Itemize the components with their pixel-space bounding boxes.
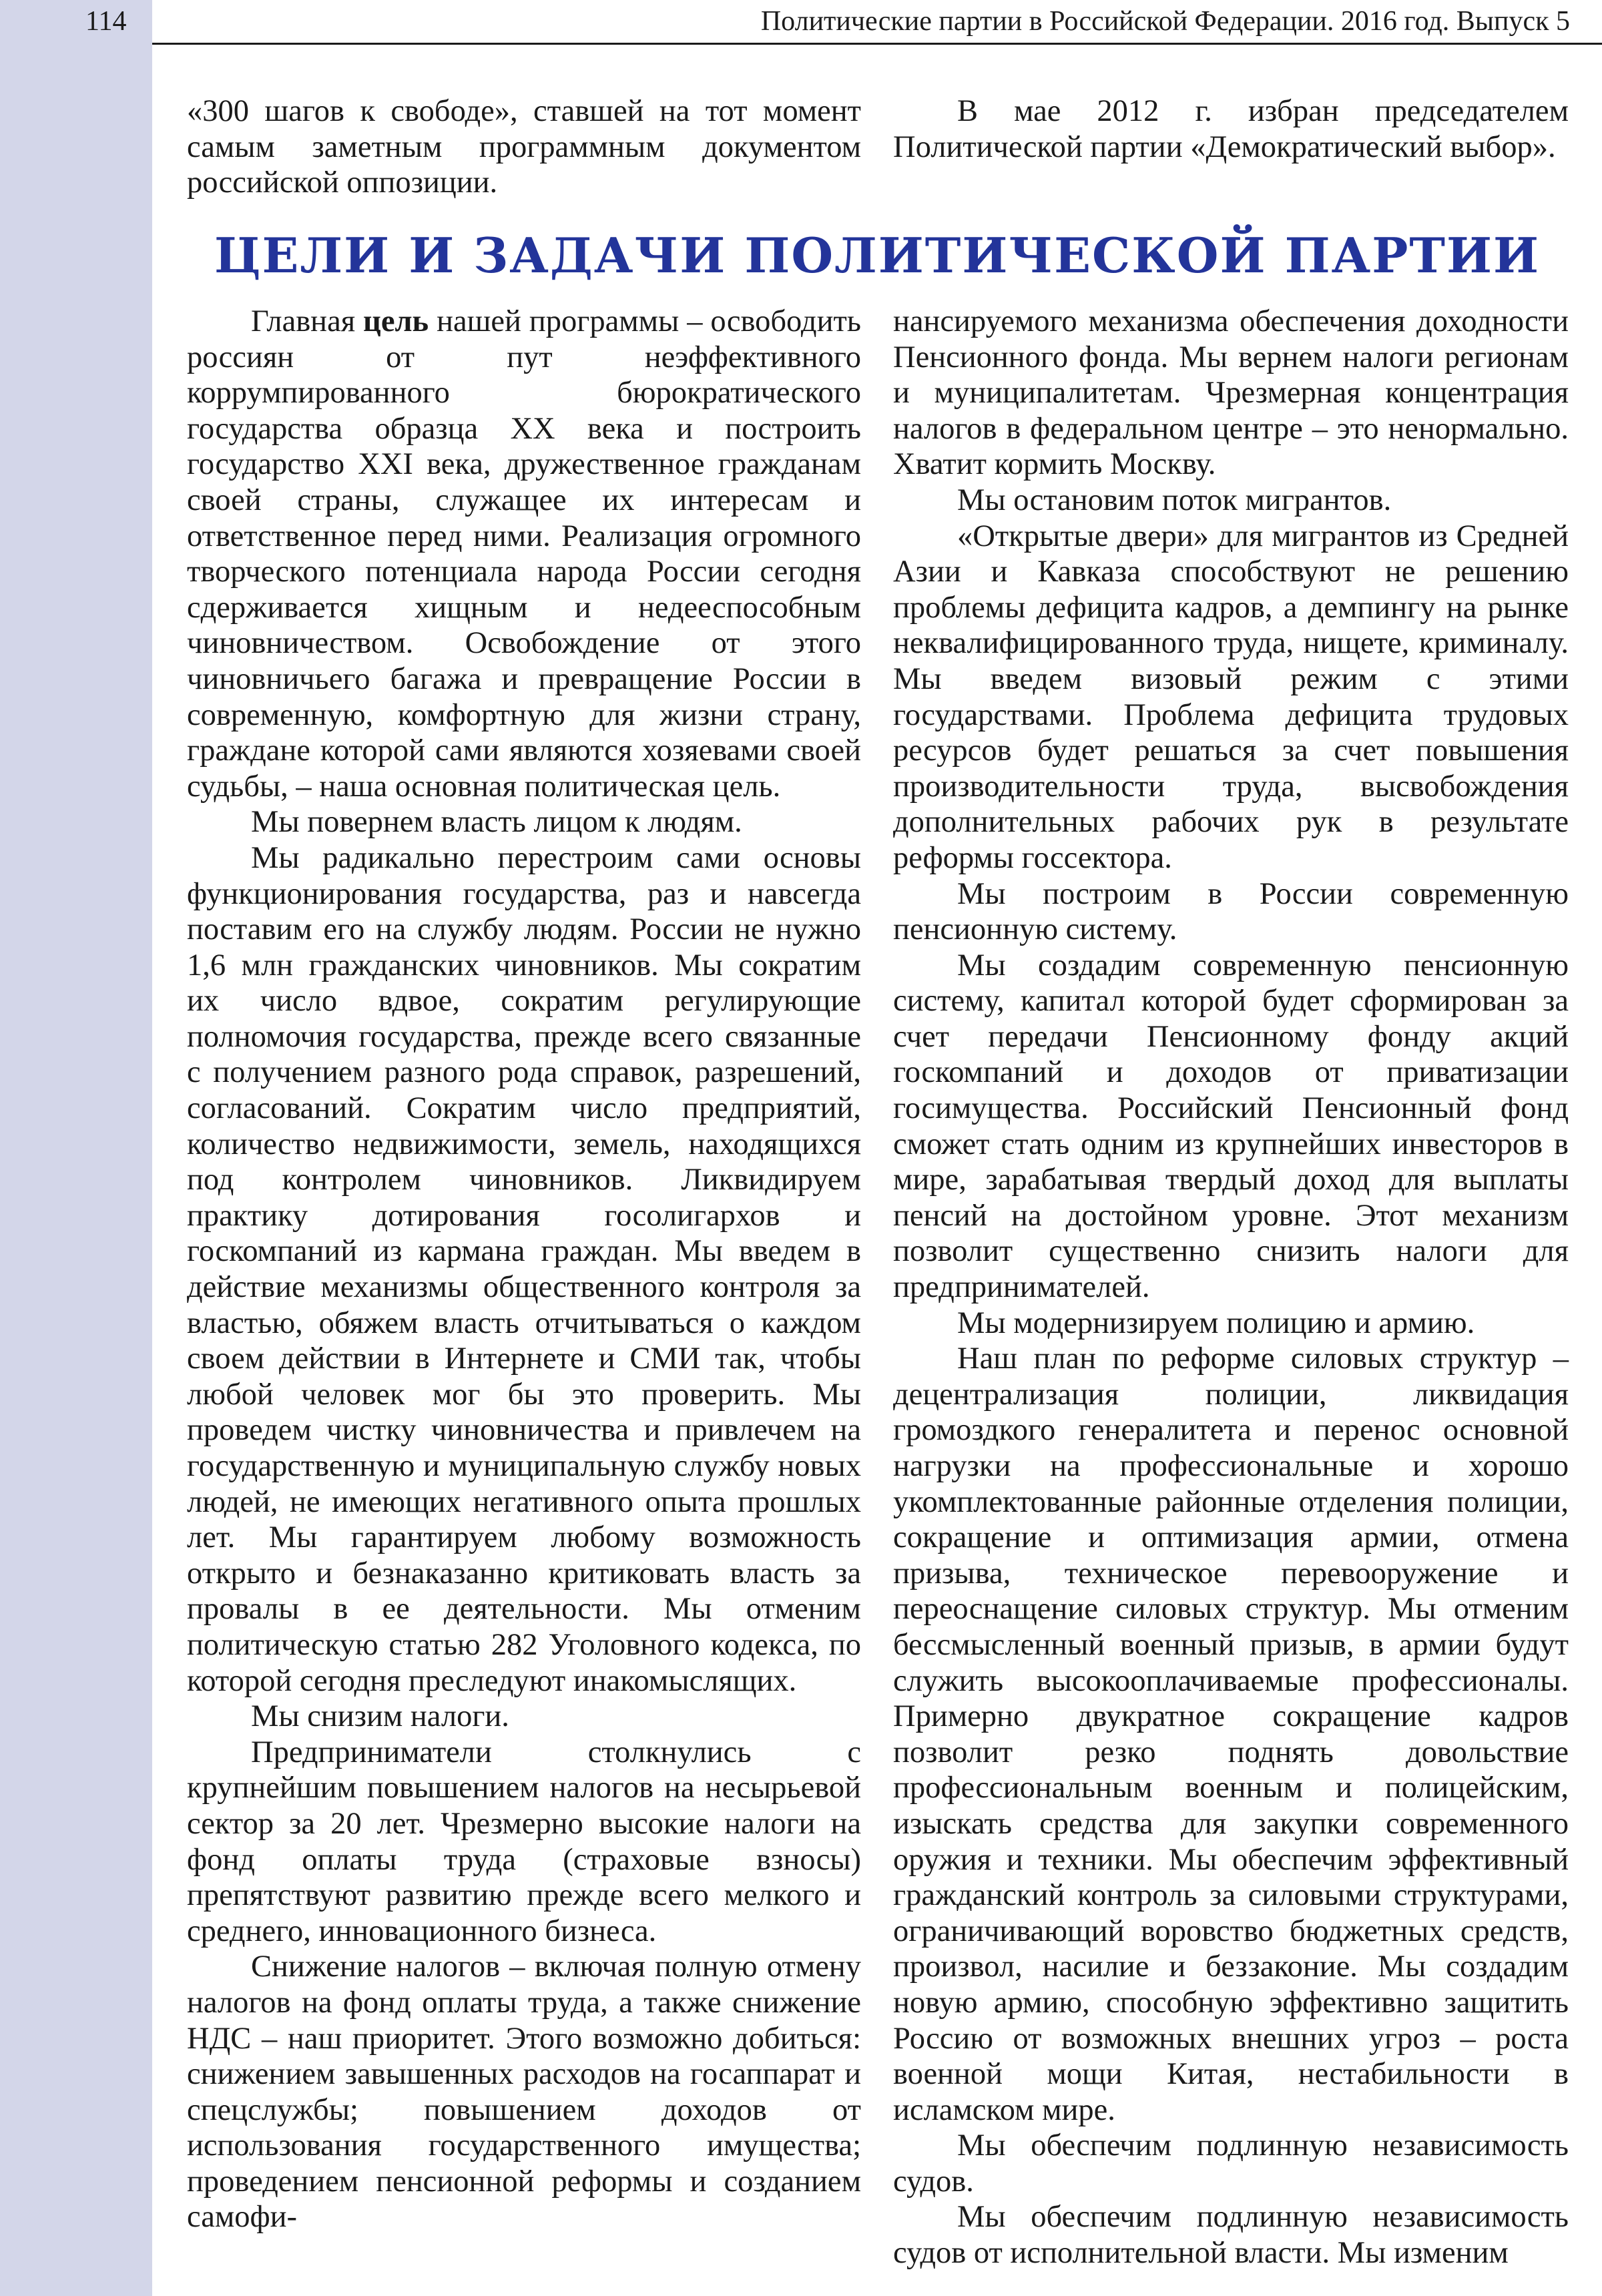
paragraph-lead: Мы повернем власть лицом к людям. <box>251 805 742 840</box>
page-header <box>0 0 1602 43</box>
intro-right-column <box>893 93 1569 165</box>
paragraph: Мы радикально перестроим сами основы функционирования государства, раз и навсегда поставим его на службу людям. России не нужно 1,6 млн гражданских чиновников. Мы сократим их число вдвое, сократим регулирующие полномочия государства, прежде всего связанные с получением разного рода справок, разрешений, согласований. Сократим число предприятий, количество недвижимости, земель, находящихся под контролем чиновников. Ликвидируем практику дотирования госолигархов и госкомпаний из кармана граждан. Мы введем в действие механизмы общественного контроля за властью, обяжем власть отчитываться о каждом своем действии в Интернете и СМИ так, чтобы любой человек мог бы это проверить. Мы проведем чистку чиновничества и привлечем на государственную и муниципальную службу новых людей, не имеющих негативного опыта прошлых лет. Мы гарантируем любому возможность открыто и безнаказанно критиковать власть за провалы в ее деятельности. Мы отменим политическую статью 282 Уголовного кодекса, по которой сегодня преследуют инакомыслящих. <box>187 840 861 1698</box>
bold-term: цель <box>363 304 429 338</box>
paragraph: Предприниматели столкнулись с крупнейшим повышением налогов на несырьевой сектор за 20 лет. Чрезмерно высокие налоги на фонд оплаты труда (страховые взносы) препятствуют развитию прежде всего мелкого и среднего, инновационного бизнеса. <box>187 1735 861 1948</box>
paragraph: Мы обеспечим подлинную независимость судов от исполнительной власти. Мы изменим <box>893 2200 1569 2271</box>
running-title: Политические партии в Российской Федерации. 2016 год. Выпуск 5 <box>760 6 1570 37</box>
paragraph <box>187 304 861 804</box>
paragraph-text: нашей программы – освободить россиян от пут неэффективного коррумпированного бюрократического государства образца XX века и построить государство XXI века, дружественное гражданам своей страны, служащее их интересам и ответственное перед ними. Реализация огромного творческого потенциала народа России сегодня сдерживается хищным и недееспособным чиновничеством. Освобождение от этого чиновничьего багажа и превращение России в современную, комфортную для жизни страну, граждане которой сами являются хозяевами своей судьбы, – наша основная политическая цель. <box>187 304 861 804</box>
intro-right-paragraph: В мае 2012 г. избран председателем Политической партии «Демократический выбор». <box>893 94 1569 164</box>
paragraph: Мы создадим современную пенсионную систему, капитал которой будет сформирован за счет передачи Пенсионному фонду акций госкомпаний и доходов от приватизации госимущества. Российский Пенсионный фонд сможет стать одним из крупнейших инвесторов в мире, зарабатывая твердый доход для выплаты пенсий на достойном уровне. Этот механизм позволит существенно снизить налоги для предпринимателей. <box>893 948 1569 1305</box>
paragraph: Наш план по реформе силовых структур – децентрализация полиции, ликвидация громоздкого генералитета и перенос основной нагрузки на профессиональные и хорошо укомплектованные районные отделения полиции, сокращение и оптимизация армии, отмена призыва, техническое перевооружение и переоснащение силовых структур. Мы отменим бессмысленный военный призыв, в армии будут служить высокооплачиваемые профессионалы. Примерно двукратное сокращение кадров позволит резко поднять довольствие профессиональным военным и полицейским, изыскать средства для закупки современного оружия и техники. Мы обеспечим эффективный гражданский контроль за силовыми структурами, ограничивающий воровство бюджетных средств, произвол, насилие и беззаконие. Мы создадим новую армию, способную эффективно защитить Россию от возможных внешних угроз – роста военной мощи Китая, нестабильности в исламском мире. <box>893 1342 1569 2127</box>
page-number: 114 <box>85 6 127 37</box>
section-heading: ЦЕЛИ И ЗАДАЧИ ПОЛИТИЧЕСКОЙ ПАРТИИ <box>214 227 1541 284</box>
page-margin-stripe <box>0 0 152 2296</box>
paragraph-text: Главная <box>251 304 364 338</box>
paragraph-continued: нансируемого механизма обеспечения доходности Пенсионного фонда. Мы вернем налоги регионам и муниципалитетам. Чрезмерная концентрация налогов в федеральном центре – это ненормально. Хватит кормить Москву. <box>893 304 1569 482</box>
left-text-column <box>187 304 861 2235</box>
intro-left-paragraph: «300 шагов к свободе», ставшей на тот момент самым заметным программным документом российской оппозиции. <box>187 94 861 200</box>
intro-left-column <box>187 93 861 201</box>
header-rule <box>152 43 1602 45</box>
paragraph: «Открытые двери» для мигрантов из Средней Азии и Кавказа способствуют не решению проблемы дефицита кадров, а демпингу на рынке неквалифицированного труда, нищете, криминалу. Мы введем визовый режим с этими государствами. Проблема дефицита трудовых ресурсов будет решаться за счет повышения производительности труда, высвобождения дополнительных рабочих рук в результате реформы госсектора. <box>893 519 1569 875</box>
paragraph-lead: Мы модернизируем полицию и армию. <box>957 1306 1475 1340</box>
paragraph-lead: Мы снизим налоги. <box>251 1699 509 1734</box>
right-text-column <box>893 304 1569 2271</box>
paragraph-lead: Мы остановим поток мигрантов. <box>957 483 1392 517</box>
paragraph: Снижение налогов – включая полную отмену налогов на фонд оплаты труда, а также снижение НДС – наш приоритет. Этого возможно добиться: снижением завышенных расходов на госаппарат и спецслужбы; повышением доходов от использования государственного имущества; проведением пенсионной реформы и созданием самофи- <box>187 1950 861 2235</box>
paragraph-lead: Мы построим в России современную пенсионную систему. <box>893 876 1569 947</box>
paragraph-lead: Мы обеспечим подлинную независимость судов. <box>893 2128 1569 2199</box>
